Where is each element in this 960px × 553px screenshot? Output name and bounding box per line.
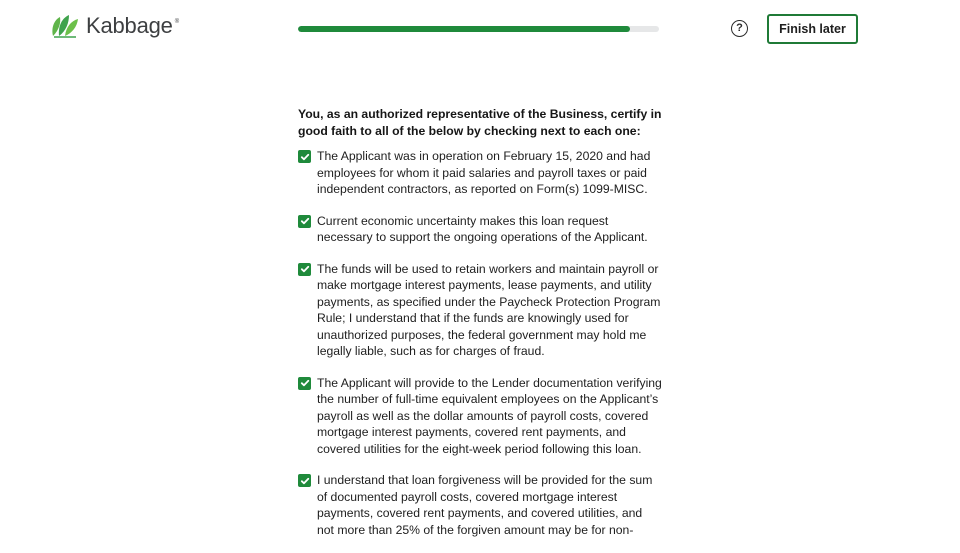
checkmark-icon	[300, 216, 310, 226]
progress-bar-fill	[298, 26, 630, 32]
brand-name: Kabbage	[86, 13, 173, 38]
certification-checkbox[interactable]	[298, 263, 311, 276]
certification-text: The funds will be used to retain workers and maintain payroll or make mortgage interest payments, lease payments, and utility payments, as specified under the Paycheck Protection Program Rule; I understand that if the funds are knowingly used for unauthorized purposes, the federal government may hold me legally liable, such as for charges of fraud.	[317, 261, 661, 358]
checkmark-icon	[300, 152, 310, 162]
trademark-symbol: ®	[174, 19, 180, 25]
certification-item	[298, 472, 666, 538]
certification-text: The Applicant was in operation on February 15, 2020 and had employees for whom it paid salaries and payroll taxes or paid independent contractors, as reported on Form(s) 1099-MISC.	[317, 149, 651, 196]
help-button[interactable]	[731, 20, 748, 37]
certification-item	[298, 375, 666, 458]
certification-item	[298, 148, 666, 198]
certification-text: I understand that loan forgiveness will be provided for the sum of documented payroll costs, covered mortgage interest payments, covered rent payments, and covered utilities, and not more than 25% of the forgiven amount may be for non-	[317, 473, 653, 537]
checkmark-icon	[300, 264, 310, 274]
finish-later-button[interactable]: Finish later	[767, 14, 858, 44]
certification-text: Current economic uncertainty makes this loan request necessary to support the ongoing operations of the Applicant.	[317, 213, 648, 244]
question-circle-icon: ?	[736, 22, 743, 34]
certification-text: The Applicant will provide to the Lender documentation verifying the number of full-time equivalent employees on the Applicant’s payroll as well as the dollar amounts of payroll costs, covered mortgage interest payments, covered rent payments, and covered utilities for the eight-week period following this loan.	[317, 375, 662, 456]
kabbage-logo[interactable]	[50, 13, 179, 39]
certification-intro: You, as an authorized representative of the Business, certify in good faith to all of the below by checking next to each one:	[298, 107, 662, 138]
progress-bar	[298, 26, 659, 32]
kabbage-leaf-icon	[50, 13, 80, 39]
certification-form	[298, 106, 666, 553]
certification-checkbox[interactable]	[298, 215, 311, 228]
checkmark-icon	[300, 378, 310, 388]
certification-checkbox[interactable]	[298, 377, 311, 390]
certification-item	[298, 213, 666, 246]
certification-list	[298, 148, 666, 538]
certification-checkbox[interactable]	[298, 474, 311, 487]
certification-checkbox[interactable]	[298, 150, 311, 163]
certification-item	[298, 261, 666, 360]
checkmark-icon	[300, 476, 310, 486]
